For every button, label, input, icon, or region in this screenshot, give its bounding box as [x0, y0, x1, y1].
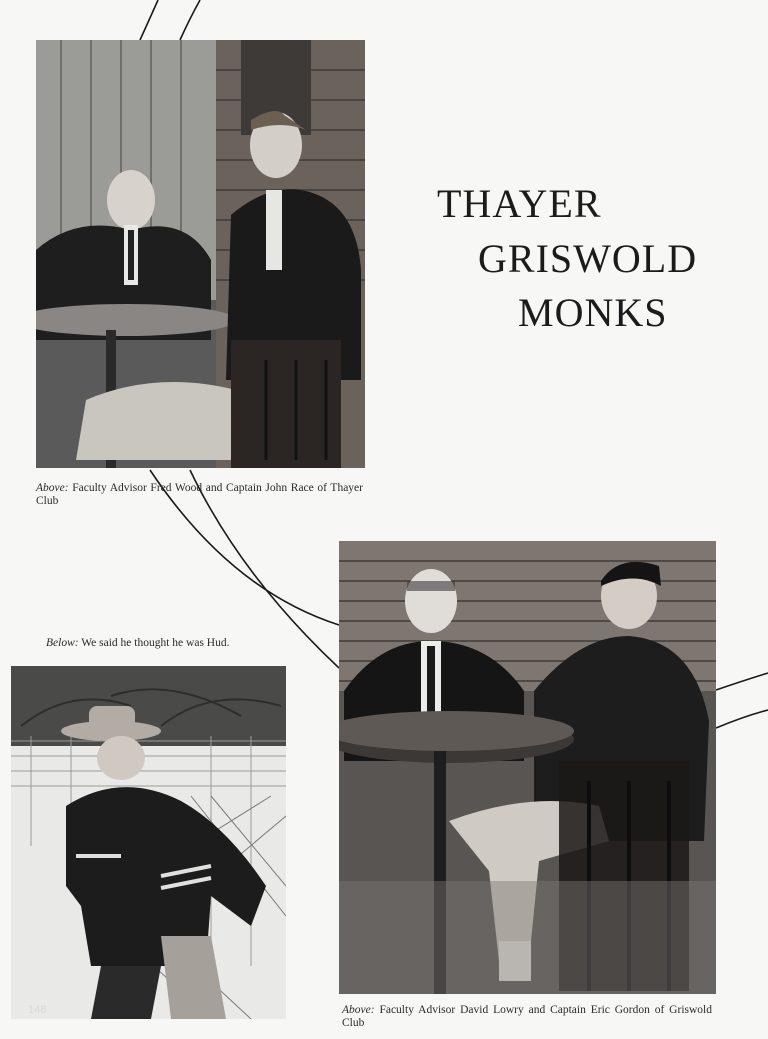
- caption-lead: Above:: [342, 1004, 375, 1016]
- caption-text: We said he thought he was Hud.: [78, 637, 230, 649]
- photo-thayer-club: [36, 40, 365, 468]
- title-line-1: THAYER: [437, 181, 602, 226]
- caption-text: Faculty Advisor David Lowry and Captain Eric Gordon of Griswold Club: [342, 1004, 712, 1029]
- title-line-2: GRISWOLD: [478, 236, 698, 281]
- caption-text: Faculty Advisor Fred Wood and Captain John Race of Thayer Club: [36, 482, 363, 507]
- caption-griswold-club: [342, 1004, 712, 1030]
- caption-thayer-club: [36, 482, 363, 508]
- caption-lead: Below:: [46, 637, 79, 649]
- title-line-3: MONKS: [518, 290, 668, 335]
- caption-lead: Above:: [36, 482, 69, 494]
- photo-goalie: [11, 666, 286, 1019]
- page-number: 148: [28, 1004, 47, 1016]
- caption-below-photo: [46, 637, 286, 650]
- photo-griswold-club: [339, 541, 716, 994]
